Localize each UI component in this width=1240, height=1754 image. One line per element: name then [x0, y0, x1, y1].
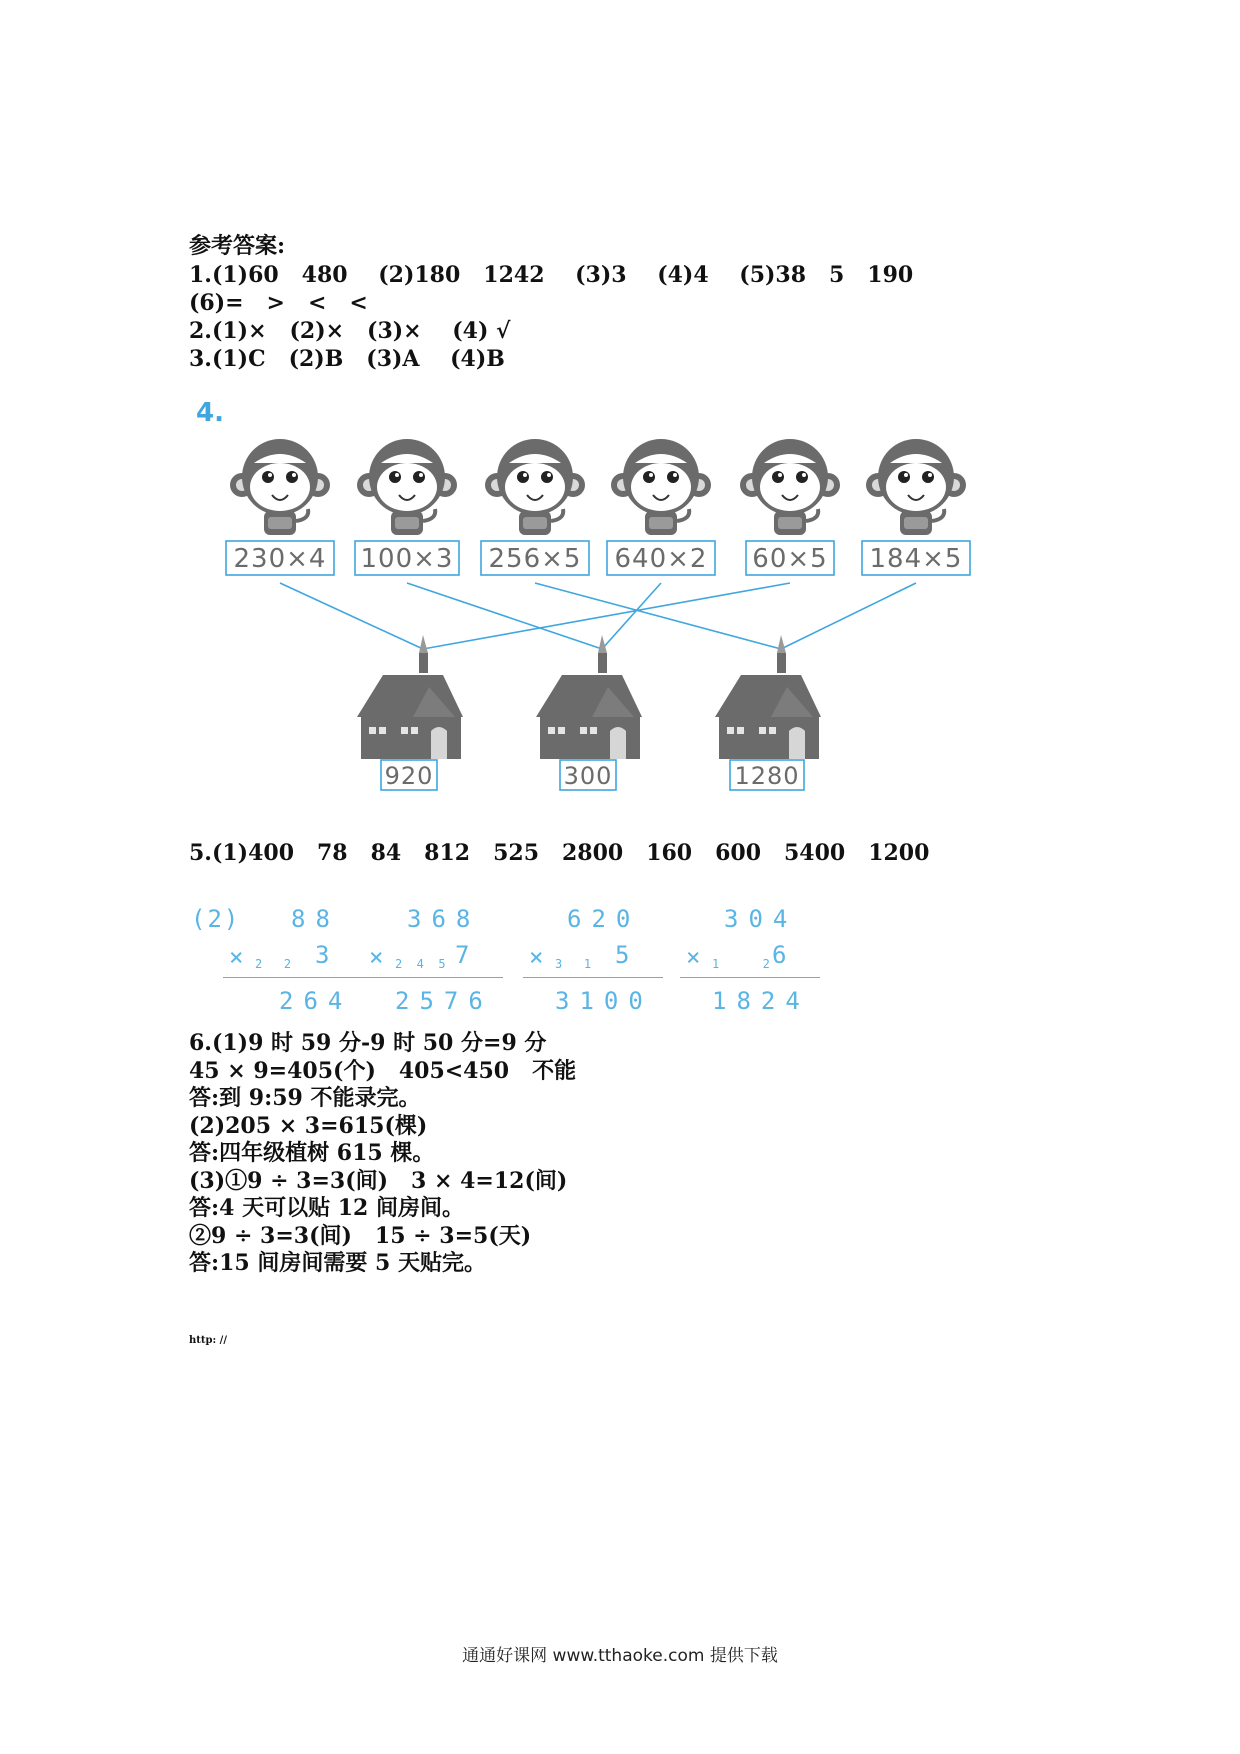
monkey-figure [230, 439, 330, 535]
q6-line: (2)205 × 3=615(棵) [189, 1112, 428, 1139]
monkey-eye [286, 471, 298, 483]
q5-part2 [189, 905, 889, 1025]
multiplicand: 88 [291, 905, 340, 933]
multiplier: 3 [315, 941, 340, 969]
monkey-tail [932, 509, 944, 521]
multiplier: 6 [772, 941, 797, 969]
house-chimney-top [777, 635, 786, 653]
expression-label: 230×4 [233, 544, 327, 574]
house-figure [715, 635, 821, 759]
monkey-eye-glint [673, 473, 677, 477]
q6-line: 答:15 间房间需要 5 天贴完。 [189, 1250, 487, 1276]
multiplicand: 368 [407, 905, 481, 933]
monkey-tail [423, 509, 435, 521]
q3-answers: 3.(1)C (2)B (3)A (4)B [189, 346, 505, 372]
q6-line: 45 × 9=405(个) 405<450 不能 [189, 1057, 577, 1084]
house-window [369, 727, 376, 734]
monkey-shirt [523, 517, 547, 529]
house-window [558, 727, 565, 734]
matching-figure [200, 425, 1000, 805]
product: 264 [279, 987, 353, 1015]
q6-line: 答:四年级植树 615 棵。 [189, 1140, 435, 1166]
monkey-shirt [395, 517, 419, 529]
house-value-label: 300 [563, 762, 613, 790]
house-window [548, 727, 555, 734]
monkey-eye-glint [523, 473, 527, 477]
q6-line: 答:4 天可以贴 12 间房间。 [189, 1195, 465, 1221]
monkey-eye [541, 471, 553, 483]
connector-line [280, 583, 423, 649]
multiplier: 5 [615, 941, 640, 969]
multiply-sign: × [686, 943, 701, 971]
sum-line [363, 977, 503, 978]
product: 3100 [555, 987, 653, 1015]
house-chimney [598, 653, 607, 673]
monkey-face [886, 463, 946, 511]
monkey-eye [389, 471, 401, 483]
monkey-eye [667, 471, 679, 483]
sum-line [223, 977, 363, 978]
house-value-label: 920 [384, 762, 434, 790]
multiply-sign: × [229, 943, 244, 971]
house-window [769, 727, 776, 734]
multiply-sign: × [369, 943, 384, 971]
house-window [590, 727, 597, 734]
url-text: http: // [189, 1335, 227, 1346]
house-chimney [419, 653, 428, 673]
monkey-eye-glint [928, 473, 932, 477]
sum-line [680, 977, 820, 978]
house-chimney [777, 653, 786, 673]
monkey-tail [806, 509, 818, 521]
q6-line: 答:到 9:59 不能录完。 [189, 1085, 421, 1111]
monkey-eye [262, 471, 274, 483]
sum-line [523, 977, 663, 978]
carry-digits: 3 1 [555, 957, 592, 971]
connector-line [781, 583, 916, 649]
q5-line1: 5.(1)400 78 84 812 525 2800 160 600 5400 1200 [189, 840, 930, 866]
house-window [379, 727, 386, 734]
multiplicand: 620 [567, 905, 641, 933]
expression-label: 100×3 [360, 544, 454, 574]
monkey-tail [296, 509, 308, 521]
monkey-eye [922, 471, 934, 483]
house-window [401, 727, 408, 734]
expression-label: 256×5 [488, 544, 582, 574]
house-figure [357, 635, 463, 759]
q1-line1: 1.(1)60 480 (2)180 1242 (3)3 (4)4 (5)38 5 190 [189, 262, 914, 288]
monkey-eye-glint [268, 473, 272, 477]
monkey-eye-glint [904, 473, 908, 477]
monkey-figure [357, 439, 457, 535]
monkey-figure [740, 439, 840, 535]
product: 2576 [395, 987, 493, 1015]
carry-digits: 1 2 [712, 957, 770, 971]
monkey-eye-glint [649, 473, 653, 477]
product: 1824 [712, 987, 810, 1015]
monkey-face [505, 463, 565, 511]
monkey-eye [413, 471, 425, 483]
monkey-eye [517, 471, 529, 483]
q6-line: 6.(1)9 时 59 分-9 时 50 分=9 分 [189, 1030, 547, 1056]
q4-label: 4. [196, 398, 224, 428]
monkey-shirt [649, 517, 673, 529]
expression-label: 60×5 [752, 544, 828, 574]
multiply-sign: × [529, 943, 544, 971]
monkey-figure [866, 439, 966, 535]
connector-line [423, 583, 790, 649]
answer-header: 参考答案: [189, 233, 286, 259]
monkey-tail [677, 509, 689, 521]
q1-line2: (6)= > < < [189, 290, 368, 316]
monkey-eye-glint [802, 473, 806, 477]
monkey-face [377, 463, 437, 511]
monkey-figure [611, 439, 711, 535]
house-window [759, 727, 766, 734]
q6-line: (3)①9 ÷ 3=3(间) 3 × 4=12(间) [189, 1167, 568, 1194]
house-door [610, 727, 626, 759]
house-value-label: 1280 [734, 762, 800, 790]
monkey-eye-glint [292, 473, 296, 477]
footer-credit: 通通好课网 www.tthaoke.com 提供下载 [462, 1646, 778, 1666]
carry-digits: 2 2 [255, 957, 292, 971]
monkey-eye-glint [419, 473, 423, 477]
house-window [580, 727, 587, 734]
house-figure [536, 635, 642, 759]
monkey-eye [796, 471, 808, 483]
monkey-eye-glint [778, 473, 782, 477]
expression-label: 184×5 [869, 544, 963, 574]
monkey-eye [643, 471, 655, 483]
house-window [411, 727, 418, 734]
monkey-shirt [778, 517, 802, 529]
monkey-eye [772, 471, 784, 483]
house-chimney-top [419, 635, 428, 653]
monkey-eye-glint [547, 473, 551, 477]
house-door [431, 727, 447, 759]
monkey-face [760, 463, 820, 511]
monkey-eye [898, 471, 910, 483]
q6-line: ②9 ÷ 3=3(间) 15 ÷ 3=5(天) [189, 1222, 532, 1249]
multiplier: 7 [455, 941, 480, 969]
monkey-face [631, 463, 691, 511]
carry-digits: 2 4 5 [395, 957, 446, 971]
house-door [789, 727, 805, 759]
monkey-tail [551, 509, 563, 521]
monkey-figure [485, 439, 585, 535]
monkey-face [250, 463, 310, 511]
q2-answers: 2.(1)× (2)× (3)× (4) √ [189, 318, 511, 344]
expression-label: 640×2 [614, 544, 708, 574]
monkey-eye-glint [395, 473, 399, 477]
house-window [737, 727, 744, 734]
q5-part2-label: (2) [191, 905, 241, 933]
monkey-shirt [904, 517, 928, 529]
house-window [727, 727, 734, 734]
monkey-shirt [268, 517, 292, 529]
multiplicand: 304 [724, 905, 798, 933]
